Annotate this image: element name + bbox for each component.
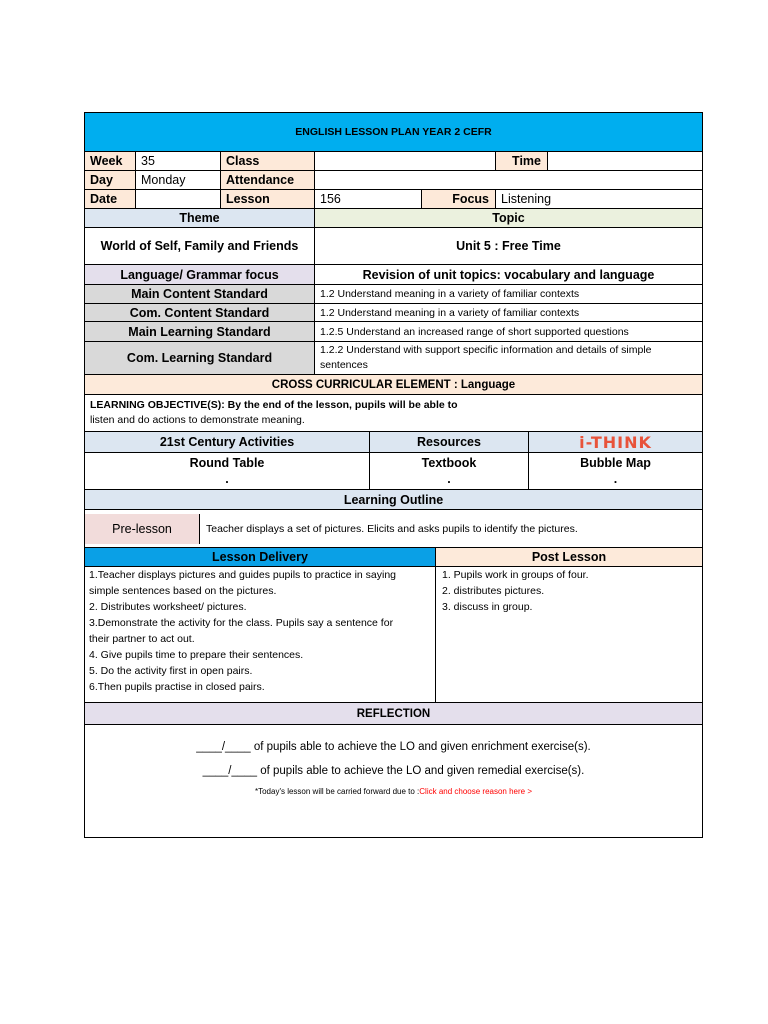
standard-row bbox=[84, 304, 703, 322]
theme-header: Theme bbox=[85, 209, 315, 227]
lesson-plan-sheet bbox=[84, 112, 703, 838]
activities-header: 21st Century Activities bbox=[85, 432, 370, 452]
standard-value: 1.2 Understand meaning in a variety of familiar contexts bbox=[320, 288, 580, 300]
reflection-enrichment[interactable]: ____/____ of pupils able to achieve the LO and given enrichment exercise(s). bbox=[196, 741, 591, 753]
week-row bbox=[84, 152, 703, 171]
delivery-line: 5. Do the activity first in open pairs. bbox=[89, 665, 253, 677]
prelesson-cell bbox=[85, 510, 200, 547]
delivery-line: 1.Teacher displays pictures and guides pupils to practice in saying bbox=[89, 569, 397, 581]
carried-forward-prefix: *Today's lesson will be carried forward due to : bbox=[254, 787, 420, 796]
grammar-row bbox=[84, 265, 703, 285]
grammar-value: Revision of unit topics: vocabulary and language bbox=[362, 267, 655, 282]
theme-topic-header-row bbox=[84, 209, 703, 228]
day-row bbox=[84, 171, 703, 190]
delivery-line: simple sentences based on the pictures. bbox=[89, 585, 277, 597]
i-think-cell bbox=[529, 453, 702, 489]
post-line: 3. discuss in group. bbox=[442, 601, 533, 613]
time-label: Time bbox=[496, 152, 548, 170]
standard-value: 1.2 Understand meaning in a variety of familiar contexts bbox=[320, 306, 580, 319]
focus-value[interactable]: Listening bbox=[501, 192, 552, 206]
activities-header-row bbox=[84, 432, 703, 453]
i-think-value: Bubble Map bbox=[580, 456, 651, 470]
lesson-plan-title: ENGLISH LESSON PLAN YEAR 2 CEFR bbox=[295, 126, 492, 138]
attendance-value[interactable] bbox=[315, 171, 702, 189]
objective-row bbox=[84, 395, 703, 432]
lesson-label: Lesson bbox=[221, 190, 315, 208]
class-value[interactable] bbox=[315, 152, 496, 170]
reflection-body bbox=[85, 725, 702, 837]
activity-dot: . bbox=[225, 472, 229, 486]
choose-reason-link[interactable]: Click and choose reason here > bbox=[419, 787, 532, 796]
lesson-value[interactable]: 156 bbox=[315, 190, 422, 208]
date-label: Date bbox=[85, 190, 136, 208]
resource-value: Textbook bbox=[421, 456, 477, 470]
resource-cell bbox=[370, 453, 529, 489]
reflection-header: REFLECTION bbox=[356, 707, 431, 720]
delivery-line: 6.Then pupils practise in closed pairs. bbox=[89, 681, 265, 693]
i-think-logo bbox=[529, 432, 702, 452]
post-line: 2. distributes pictures. bbox=[442, 585, 545, 597]
activity-cell bbox=[85, 453, 370, 489]
prelesson-label: Pre-lesson bbox=[85, 514, 200, 544]
i-think-logo-text: i-THINK bbox=[579, 432, 652, 452]
grammar-label: Language/ Grammar focus bbox=[85, 265, 315, 284]
activity-value: Round Table bbox=[189, 456, 265, 470]
week-value[interactable]: 35 bbox=[136, 152, 221, 170]
post-lesson-header: Post Lesson bbox=[436, 548, 702, 566]
learning-outline-row bbox=[84, 490, 703, 510]
theme-value: World of Self, Family and Friends bbox=[85, 228, 315, 264]
i-think-dot: . bbox=[613, 472, 618, 486]
date-row bbox=[84, 190, 703, 209]
day-value[interactable]: Monday bbox=[136, 171, 221, 189]
standard-row bbox=[84, 342, 703, 375]
delivery-content-row bbox=[84, 567, 703, 703]
learning-objective bbox=[85, 395, 702, 431]
prelesson-text: Teacher displays a set of pictures. Elicits and asks pupils to identify the pictures. bbox=[206, 522, 578, 535]
lesson-delivery-list bbox=[85, 567, 436, 702]
topic-header: Topic bbox=[315, 209, 702, 227]
delivery-line: their partner to act out. bbox=[89, 633, 195, 645]
delivery-line: 3.Demonstrate the activity for the class. Pupils say a sentence for bbox=[89, 617, 394, 629]
reflection-header-row bbox=[84, 703, 703, 725]
standard-label: Main Learning Standard bbox=[85, 322, 315, 341]
objective-line-1: LEARNING OBJECTIVE(S): By the end of the lesson, pupils will be able to bbox=[90, 399, 458, 411]
reflection-body-row bbox=[84, 725, 703, 838]
delivery-line: 2. Distributes worksheet/ pictures. bbox=[89, 601, 247, 613]
learning-outline-header: Learning Outline bbox=[343, 492, 444, 507]
cross-curricular-row bbox=[84, 375, 703, 395]
standard-value: 1.2.2 Understand with support specific information and details of simple sentences bbox=[320, 344, 652, 371]
reflection-remedial[interactable]: ____/____ of pupils able to achieve the LO and given remedial exercise(s). bbox=[202, 765, 585, 777]
date-value[interactable] bbox=[136, 190, 221, 208]
class-label: Class bbox=[221, 152, 315, 170]
theme-topic-value-row bbox=[84, 228, 703, 265]
standard-row bbox=[84, 285, 703, 304]
resource-dot: . bbox=[447, 472, 451, 486]
post-lesson-list bbox=[436, 567, 702, 702]
post-line: 1. Pupils work in groups of four. bbox=[442, 569, 589, 581]
delivery-line: 4. Give pupils time to prepare their sentences. bbox=[89, 649, 304, 661]
time-value[interactable] bbox=[548, 152, 702, 170]
delivery-header-row bbox=[84, 548, 703, 567]
carried-forward-note bbox=[255, 787, 532, 796]
activities-value-row bbox=[84, 453, 703, 490]
standard-label: Main Content Standard bbox=[85, 285, 315, 303]
standard-label: Com. Learning Standard bbox=[85, 342, 315, 374]
title-row bbox=[84, 112, 703, 152]
objective-line-2: listen and do actions to demonstrate meaning. bbox=[90, 414, 305, 426]
standard-row bbox=[84, 322, 703, 342]
attendance-label: Attendance bbox=[221, 171, 315, 189]
prelesson-row bbox=[84, 510, 703, 548]
standard-value: 1.2.5 Understand an increased range of short supported questions bbox=[320, 325, 629, 338]
topic-value: Unit 5 : Free Time bbox=[456, 239, 561, 253]
resources-header: Resources bbox=[370, 432, 529, 452]
standard-label: Com. Content Standard bbox=[85, 304, 315, 321]
cross-curricular-text: CROSS CURRICULAR ELEMENT : Language bbox=[271, 378, 516, 391]
lesson-delivery-header: Lesson Delivery bbox=[85, 548, 436, 566]
focus-label: Focus bbox=[422, 190, 496, 208]
week-label: Week bbox=[85, 152, 136, 170]
day-label: Day bbox=[85, 171, 136, 189]
